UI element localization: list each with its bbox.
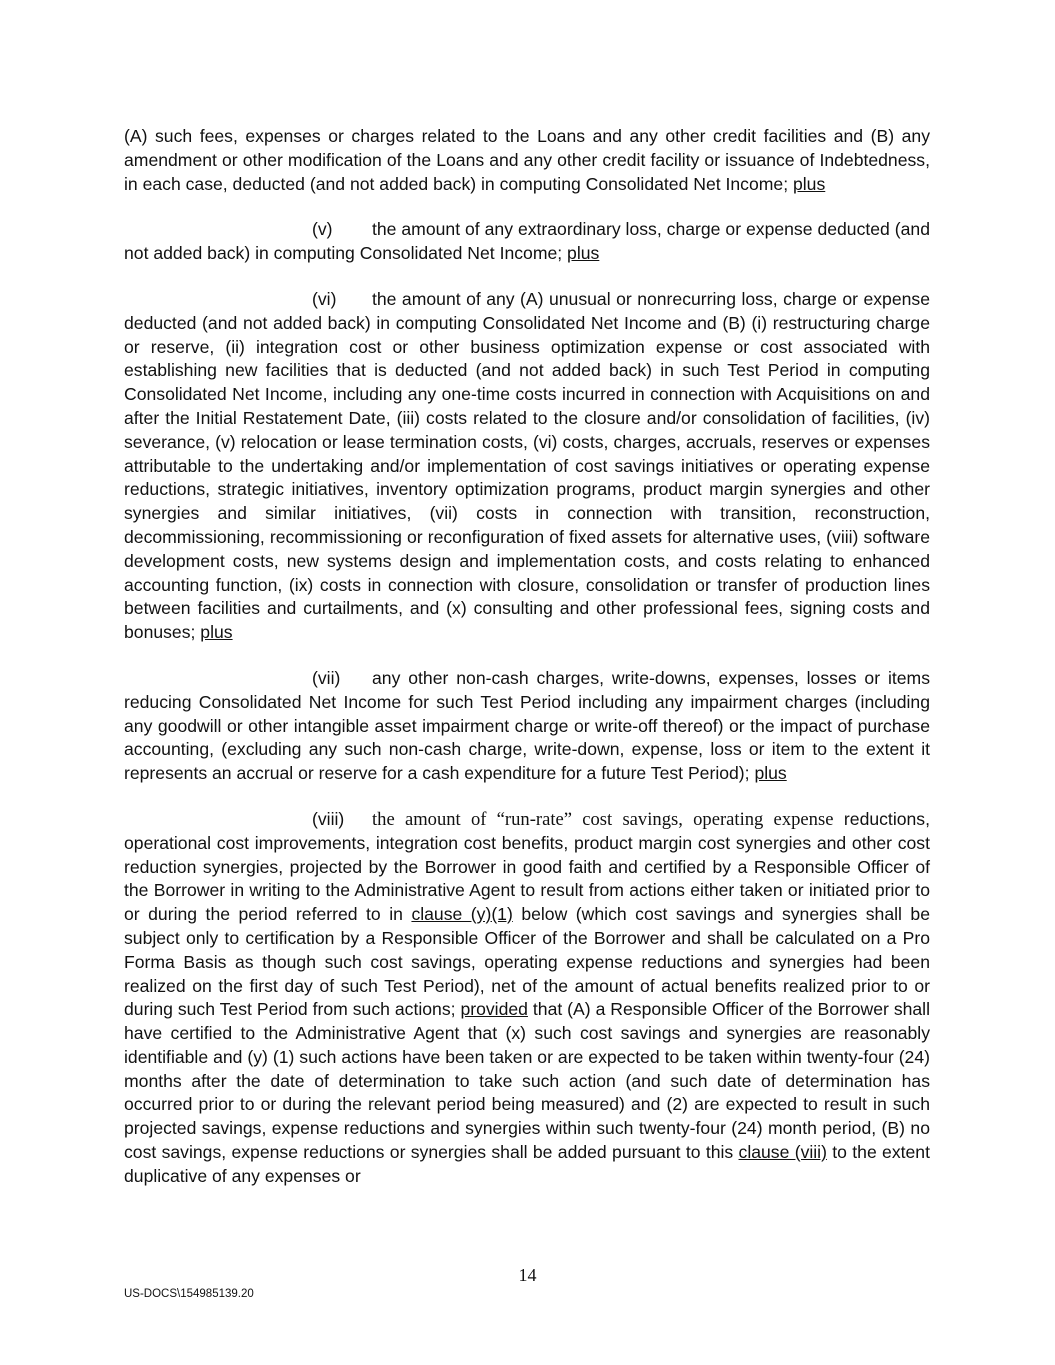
clause-number: (vi) — [312, 288, 337, 309]
paragraph-text: the amount of any extraordinary loss, charge or expense deducted (and not added back) in computing Consolidated Net Income; — [124, 219, 930, 264]
paragraph-vi — [124, 288, 930, 645]
paragraph-text: (A) such fees, expenses or charges related to the Loans and any other credit facilities and (B) any amendment or other modification of the Loans and any other credit facility or issuance of Indebtedness, in each case, deducted (and not added back) in computing Consolidated Net Income; — [124, 126, 930, 194]
paragraph-text: below (which cost savings and synergies shall be subject only to certification by a Responsible Officer of the Borrower and shall be calculated on a Pro Forma Basis as though such cost savings, operating expense reductions and synergies had been realized on the first day of such Test Period), net of the amount of actual benefits realized prior to or during such Test Period from such actions; — [124, 904, 931, 1020]
plus-term: plus — [567, 243, 600, 264]
plus-term: plus — [754, 763, 787, 784]
paragraph-text-serif: the amount of “run-rate” cost savings, operating expense — [372, 808, 834, 830]
clause-reference: clause (y)(1) — [411, 904, 513, 925]
plus-term: plus — [200, 622, 233, 643]
paragraph-viii — [124, 808, 930, 1189]
paragraph-text: that (A) a Responsible Officer of the Borrower shall have certified to the Administrative Agent that (x) such cost savings and synergies are reasonably identifiable and (y) (1) such actions have been taken or are expected to be taken within twenty-four (24) months after the date of determination to take such action (and such date of determination has occurred prior to or during the relevant period being measured) and (2) are expected to result in such projected savings, expense reductions and synergies within such twenty-four (24) month period, (B) no cost savings, expense reductions or synergies shall be added pursuant to this — [124, 999, 930, 1163]
clause-number: (viii) — [312, 808, 345, 829]
paragraph-text: any other non-cash charges, write-downs, expenses, losses or items reducing Consolidated Net Income for such Test Period including any impairment charges (including any goodwill or other intangible asset impairment charge or write-off thereof) or the impact of purchase accounting, (excluding any such non-cash charge, write-down, expense, loss or item to the extent it represents an accrual or reserve for a cash expenditure for a future Test Period); — [124, 667, 930, 784]
paragraph-text: reductions, operational cost improvements, integration cost benefits, product margin cost synergies and other cost reduction synergies, projected by the Borrower in good faith and certified by a Responsible Officer of the Borrower in writing to the Administrative Agent to result from actions either taken or initiated prior to or during the period referred to in — [124, 808, 930, 925]
clause-number: (v) — [312, 219, 333, 240]
provided-term: provided — [460, 999, 528, 1020]
clause-reference: clause (viii) — [738, 1142, 827, 1163]
page-body — [124, 125, 930, 1211]
page-number: 14 — [518, 1265, 537, 1285]
paragraph-text: the amount of any (A) unusual or nonrecurring loss, charge or expense deducted (and not added back) in computing Consolidated Net Income and (B) (i) restructuring charge or reserve, (ii) integration cost or other business optimization expense or cost associated with establishing new facilities that is deducted (and not added back) in such Test Period in computing Consolidated Net Income, including any one-time costs incurred in connection with Acquisitions on and after the Initial Restatement Date, (iii) costs related to the closure and/or consolidation of facilities, (iv) severance, (v) relocation or lease termination costs, (vi) costs, charges, accruals, reserves or expenses attributable to the undertaking and/or implementation of cost savings initiatives or operating expense reductions, strategic initiatives, inventory optimization programs, product margin synergies and other synergies and similar initiatives, (vii) costs in connection with transition, reconstruction, decommissioning, recommissioning or reconfiguration of fixed assets for alternative uses, (viii) software development costs, new systems design and implementation costs, and costs relating to enhanced accounting function, (ix) costs in connection with closure, consolidation or transfer of production lines between facilities and curtailments, and (x) consulting and other professional fees, signing costs and bonuses; — [124, 288, 930, 643]
plus-term: plus — [792, 173, 826, 194]
clause-number: (vii) — [312, 667, 341, 688]
paragraph-v — [124, 218, 930, 266]
paragraph-text: to the extent duplicative of any expenses or — [124, 1142, 930, 1186]
paragraph-continuation — [124, 125, 930, 196]
paragraph-vii — [124, 667, 930, 786]
document-id: US-DOCS\154985139.20 — [124, 1288, 254, 1300]
